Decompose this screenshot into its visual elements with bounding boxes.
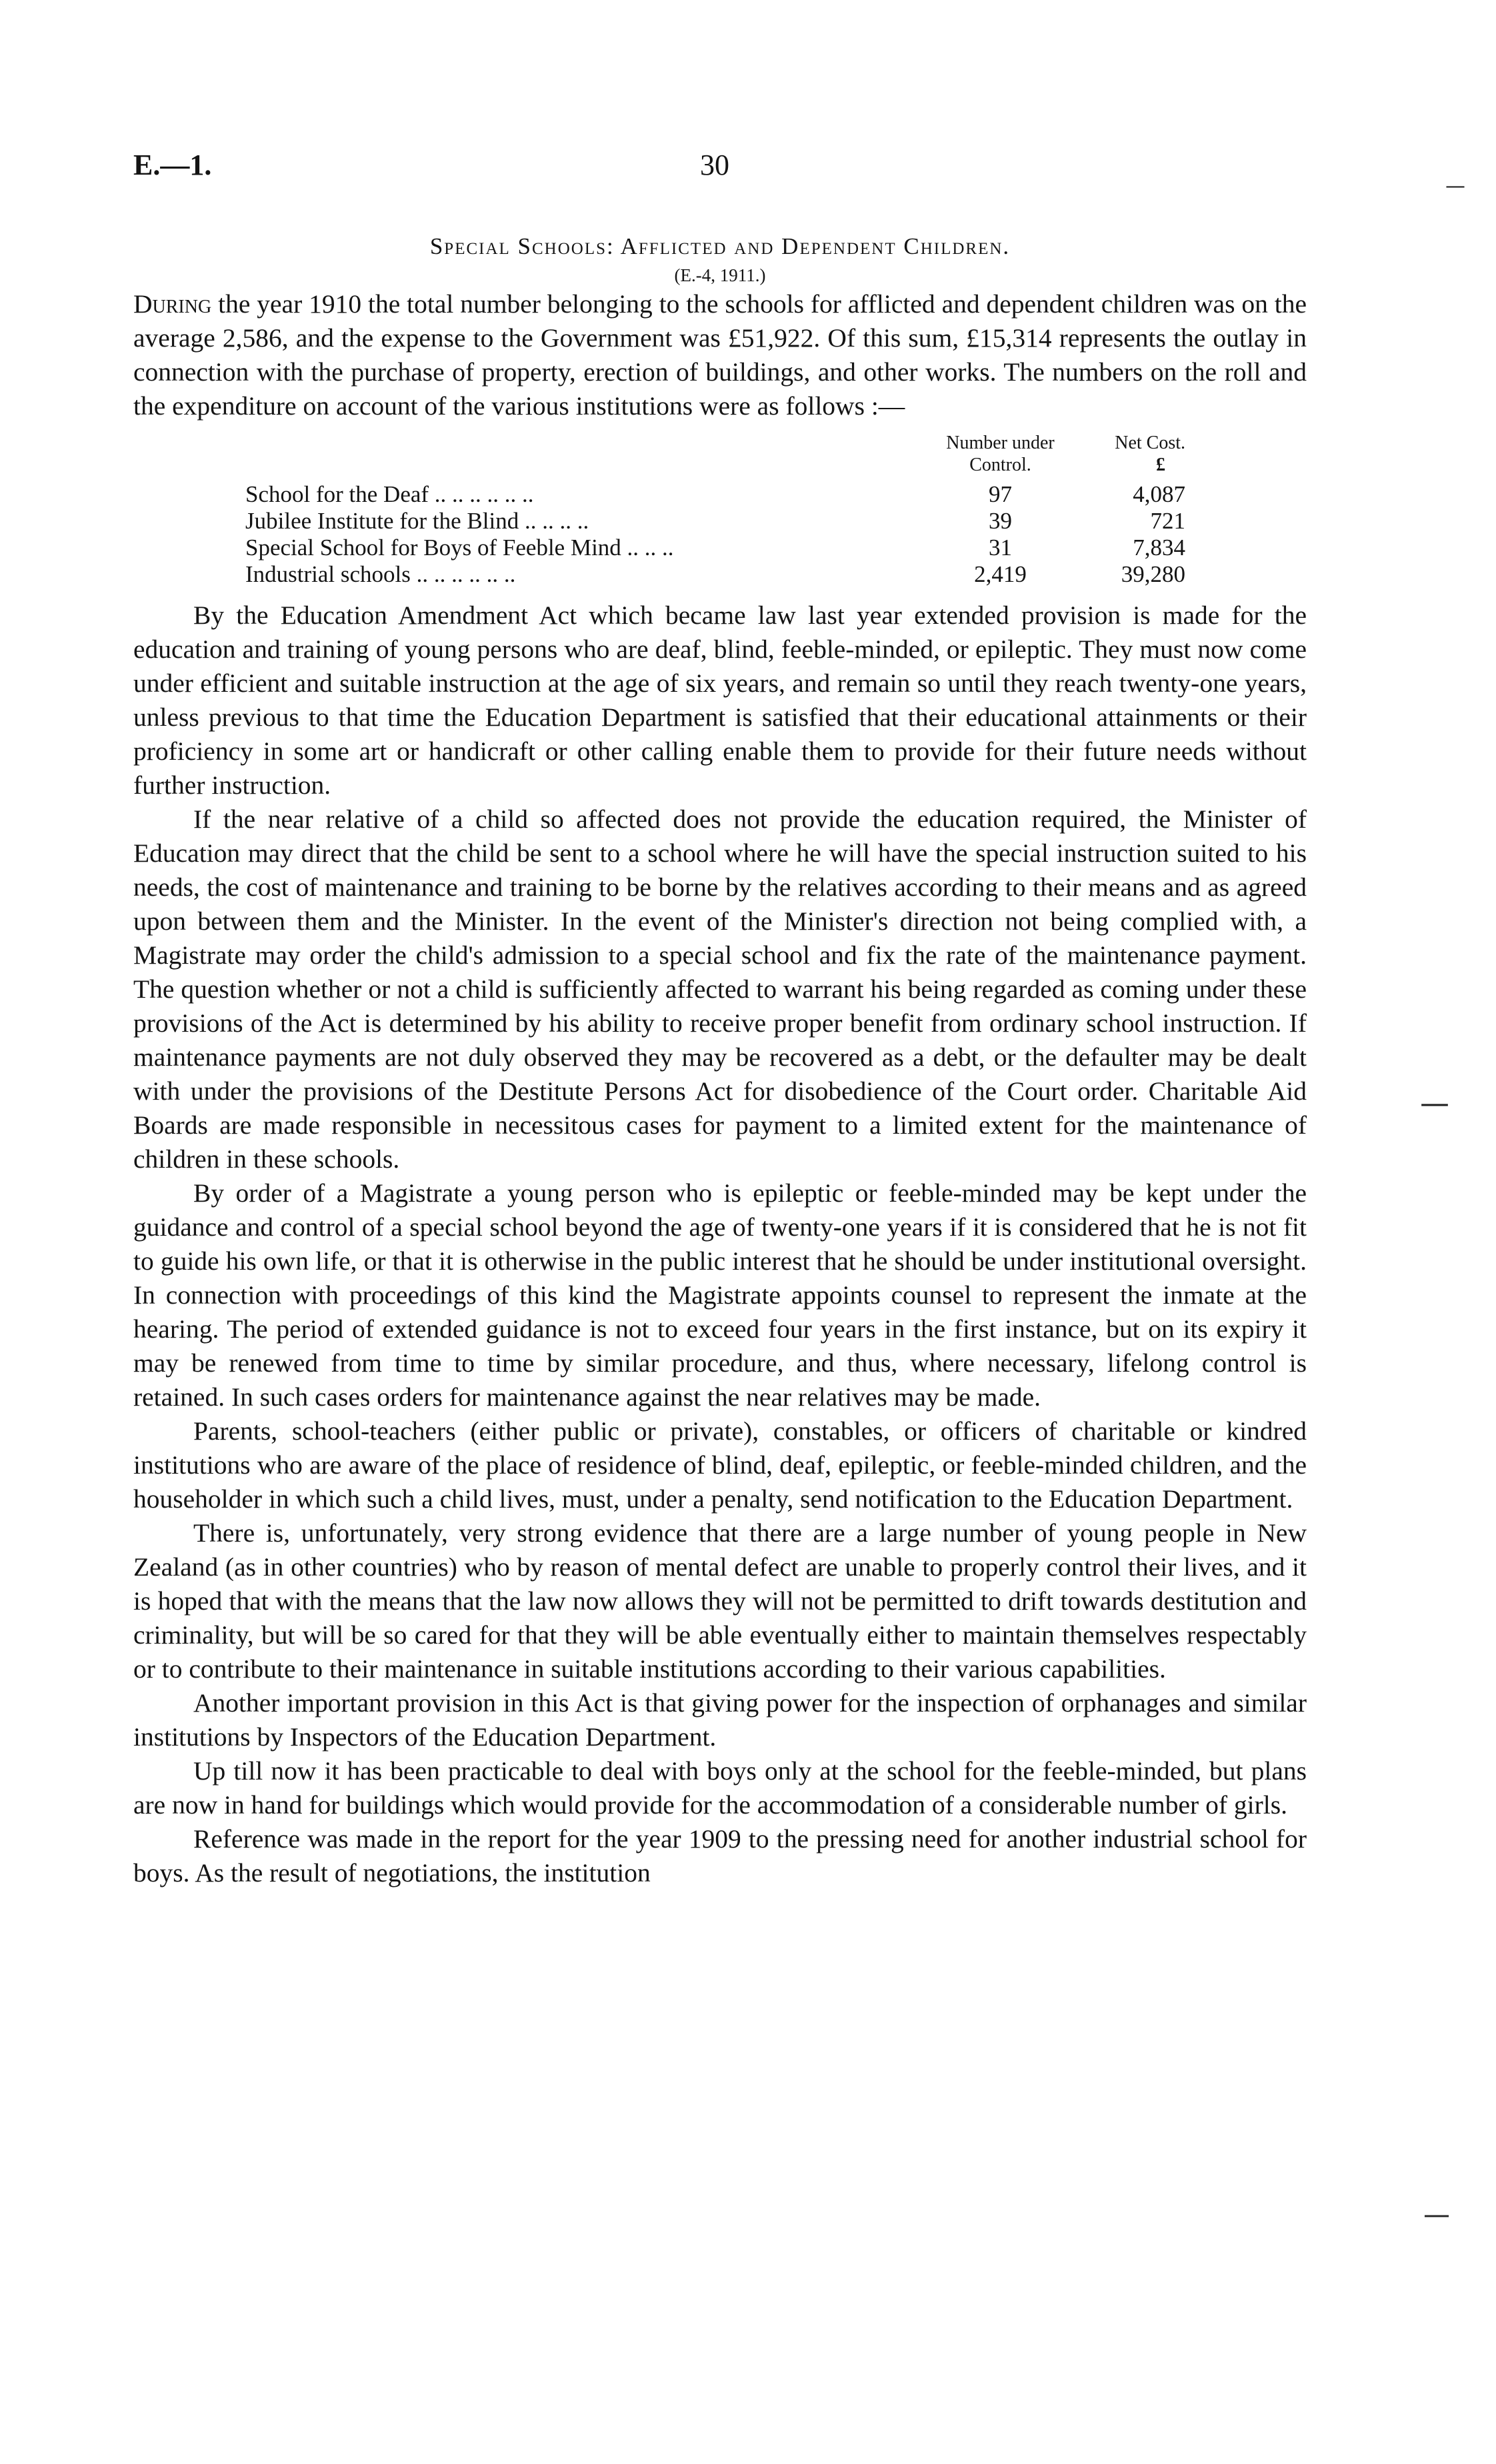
table-header-currency: £ (1156, 455, 1165, 475)
institutions-table (245, 431, 1199, 588)
table-header-number: Number under Control. (946, 433, 1055, 475)
table-cell-cost: 7,834 (1133, 535, 1185, 561)
scan-mark: — (1423, 2199, 1450, 2230)
table-cell-number: 39 (989, 508, 1012, 534)
scan-mark: — (1420, 1086, 1449, 1120)
table-header-row (245, 431, 1199, 481)
table-cell-institution: Jubilee Institute for the Blind .. .. .. .. (245, 508, 589, 534)
intro-lead-word: During (133, 289, 212, 319)
table-cell-institution: Industrial schools .. .. .. .. .. .. (245, 561, 516, 587)
table-cell-cost: 39,280 (1121, 561, 1185, 587)
table-row (245, 481, 1199, 508)
table-header-institution (245, 431, 942, 481)
body-paragraph: If the near relative of a child so affected does not provide the education required, the Minister of Education may direct that the child be sent to a school where he will have the special instruction suited to his needs, the cost of maintenance and training to be borne by the relatives according to their means and as agreed upon between them and the Minister. In the event of the Minister's direction not being complied with, a Magistrate may order the child's admission to a special school and fix the rate of the maintenance payment. The question whether or not a child is sufficiently affected to warrant his being regarded as coming under these provisions of the Act is determined by his ability to receive proper benefit from ordinary school instruction. If maintenance payments are not duly observed they may be recovered as a debt, or the defaulter may be dealt with under the provisions of the Destitute Persons Act for disobedience of the Court order. Charitable Aid Boards are made responsible in necessitous cases for payment to a limited extent for the maintenance of children in these schools. (133, 804, 1307, 1174)
body-paragraph: There is, unfortunately, very strong evidence that there are a large number of young people in New Zealand (as in other countries) who by reason of mental defect are unable to properly control their lives, and it is hoped that with the means that the law now allows they will not be permitted to drift towards destitution and criminality, but will be so cared for that they will be able eventually either to maintain themselves respectably or to contribute to their maintenance in suitable institutions according to their various capabilities. (133, 1518, 1307, 1684)
body-paragraph: By order of a Magistrate a young person who is epileptic or feeble-minded may be kept under the guidance and control of a special school beyond the age of twenty-one years if it is considered that he is not fit to guide his own life, or that it is otherwise in the public interest that he should be under institutional oversight. In connection with proceedings of this kind the Magistrate appoints counsel to represent the inmate at the hearing. The period of extended guidance is not to exceed four years in the first instance, but on its expiry it may be renewed from time to time by similar procedure, and thus, where necessary, lifelong control is retained. In such cases orders for maintenance against the near relatives may be made. (133, 1178, 1307, 1412)
page-number: 30 (700, 149, 729, 181)
intro-paragraph (133, 287, 1307, 423)
body-paragraph: Parents, school-teachers (either public or private), constables, or officers of charitable or kindred institutions who are aware of the place of residence of blind, deaf, epileptic, or feeble-minded children, and the householder in which such a child lives, must, under a penalty, send notification to the Education Department. (133, 1416, 1307, 1514)
table-cell-institution: School for the Deaf .. .. .. .. .. .. (245, 481, 534, 507)
document-page (133, 148, 1307, 1890)
table-cell-institution: Special School for Boys of Feeble Mind .. .. .. (245, 535, 674, 561)
intro-text: the year 1910 the total number belonging to the schools for afflicted and dependent children was on the average 2,586, and the expense to the Government was £51,922. Of this sum, £15,314 represents the outlay in connection with the purchase of property, erection of buildings, and other works. The numbers on the roll and the expenditure on account of the various institutions were as follows :— (133, 289, 1307, 421)
table-row (245, 561, 1199, 588)
table-cell-number: 97 (989, 481, 1012, 507)
body-paragraph: Another important provision in this Act is that giving power for the inspection of orphanages and similar institutions by Inspectors of the Education Department. (133, 1688, 1307, 1752)
body-paragraph: Up till now it has been practicable to deal with boys only at the school for the feeble-minded, but plans are now in hand for buildings which would provide for the accommodation of a considerable number of girls. (133, 1756, 1307, 1820)
section-heading: Special Schools: Afflicted and Dependent Children. (429, 233, 1011, 259)
page-header (133, 148, 1307, 188)
table-row (245, 508, 1199, 535)
table-cell-number: 31 (989, 535, 1012, 561)
table-cell-cost: 4,087 (1133, 481, 1185, 507)
body-paragraph: By the Education Amendment Act which became law last year extended provision is made for the education and training of young persons who are deaf, blind, feeble-minded, or epileptic. They must now come under efficient and suitable instruction at the age of six years, and remain so until they reach twenty-one years, unless previous to that time the Education Department is satisfied that their educational attainments or their proficiency in some art or handicraft or other calling enable them to provide for their future needs without further instruction. (133, 601, 1307, 800)
body-paragraph: Reference was made in the report for the year 1909 to the pressing need for another industrial school for boys. As the result of negotiations, the institution (133, 1824, 1307, 1887)
scan-mark: — (1445, 175, 1465, 198)
document-reference: E.—1. (133, 149, 212, 181)
section-subreference: (E.-4, 1911.) (674, 265, 766, 285)
table-row (245, 535, 1199, 561)
table-cell-number: 2,419 (974, 561, 1027, 587)
table-header-cost-label: Net Cost. (1115, 433, 1185, 453)
table-cell-cost: 721 (1150, 508, 1185, 534)
table-header-cost (1059, 431, 1199, 481)
